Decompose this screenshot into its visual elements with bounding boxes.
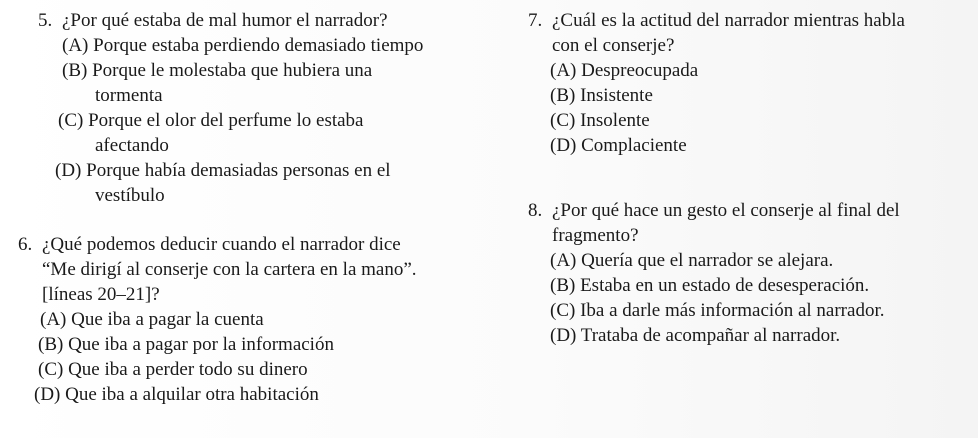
option-d: (D) Porque había demasiadas personas en el (55, 160, 391, 181)
option-c: (C) Porque el olor del perfume lo estaba (58, 110, 364, 131)
option-b: (B) Que iba a pagar por la información (38, 334, 334, 355)
option-d: (D) Complaciente (550, 135, 687, 156)
question-stem-continuation: “Me dirigí al conserje con la cartera en la mano”. (42, 259, 417, 280)
question-stem-continuation: fragmento? (552, 225, 639, 246)
option-b: (B) Porque le molestaba que hubiera una (62, 60, 373, 81)
option-b: (B) Insistente (550, 85, 653, 106)
question-stem: ¿Cuál es la actitud del narrador mientras habla (552, 10, 905, 31)
question-number: 6. (18, 234, 33, 255)
option-d-continuation: vestíbulo (95, 185, 165, 206)
question-stem: ¿Por qué hace un gesto el conserje al final del (552, 200, 900, 221)
option-d: (D) Trataba de acompañar al narrador. (550, 325, 841, 346)
option-c: (C) Insolente (550, 110, 650, 131)
option-a: (A) Quería que el narrador se alejara. (550, 250, 834, 271)
question-stem: ¿Qué podemos deducir cuando el narrador dice (42, 234, 401, 255)
option-b-continuation: tormenta (95, 85, 163, 106)
option-b: (B) Estaba en un estado de desesperación. (550, 275, 870, 296)
question-number: 8. (528, 200, 543, 221)
option-c-continuation: afectando (95, 135, 169, 156)
option-a: (A) Que iba a pagar la cuenta (40, 309, 264, 330)
option-c: (C) Que iba a perder todo su dinero (38, 359, 308, 380)
option-a: (A) Porque estaba perdiendo demasiado tiempo (62, 35, 424, 56)
question-stem: ¿Por qué estaba de mal humor el narrador? (62, 10, 388, 31)
option-c: (C) Iba a darle más información al narrador. (550, 300, 885, 321)
option-d: (D) Que iba a alquilar otra habitación (34, 384, 319, 405)
question-stem-reference: [líneas 20–21]? (42, 284, 160, 305)
question-number: 5. (38, 10, 53, 31)
option-a: (A) Despreocupada (550, 60, 699, 81)
question-stem-continuation: con el conserje? (552, 35, 675, 56)
question-number: 7. (528, 10, 543, 31)
